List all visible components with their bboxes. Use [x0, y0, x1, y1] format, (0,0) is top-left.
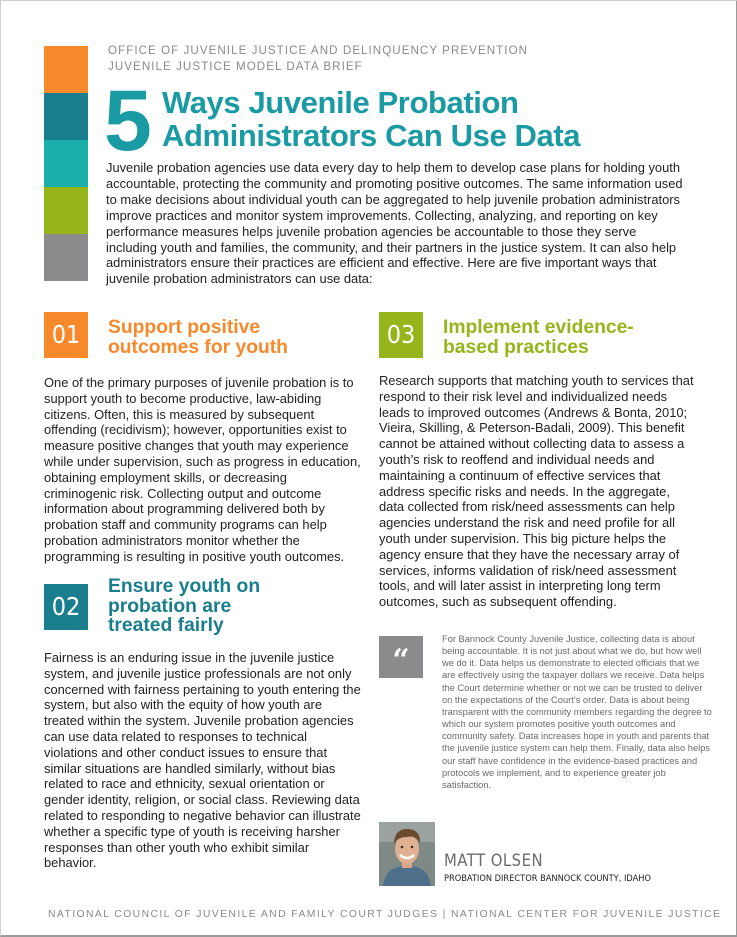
- bar-aqua: [44, 140, 88, 187]
- page-title: [162, 86, 580, 152]
- section-03-body: Research supports that matching youth to services that respond to their risk level and individualized needs leads to improved outcomes (Andrews & Bonta, 2010; Vieira, Skilling, & Peterson-Badali, 2009). This benefit cannot be attained without collecting data to assess a youth’s risk to reoffend and individual needs and maintaining a continuum of effective services that address specific risks and needs. In the aggregate, data collected from risk/need assessments can help agencies understand the risk and need profile for all youth under supervision. This big picture helps the agency ensure that they have the necessary array of services, informs validation of risk/need assessment tools, and will later assist in interpreting long term outcomes, such as subsequent offending.: [379, 373, 694, 610]
- speaker-title: PROBATION DIRECTOR BANNOCK COUNTY, IDAHO: [444, 873, 651, 884]
- color-bars: [44, 46, 88, 281]
- big-number: 5: [104, 73, 152, 169]
- brief-line: JUVENILE JUSTICE MODEL DATA BRIEF: [108, 60, 363, 73]
- title-line-1: Ways Juvenile Probation: [162, 85, 519, 120]
- title-line-2: Administrators Can Use Data: [162, 118, 581, 153]
- section-03-title: [443, 318, 634, 357]
- section-02-number: 02: [44, 584, 88, 630]
- section-01-title-line-2: outcomes for youth: [108, 336, 288, 358]
- quote-text: For Bannock County Juvenile Justice, collecting data is about being accountable. It is not just about what we do, but how well we do it. Data helps us demonstrate to elected officials that we are effectively using the taxpayer dollars we receive. Data helps the Court determine whether or not we can be trusted to deliver on the expectations of the Court’s order. Data is about being transparent with the community members regarding the degree to which our system promotes positive youth outcomes and community safety. Data increases hope in youth and parents that the juvenile justice system can help them. Finally, data also helps our staff have confidence in the evidence-based practices and protocols we implement, and to experience greater job satisfaction.: [442, 634, 712, 790]
- speaker-photo: [379, 822, 435, 886]
- section-02-title-line-1: Ensure youth on: [108, 576, 261, 597]
- page-footer: NATIONAL COUNCIL OF JUVENILE AND FAMILY COURT JUDGES | NATIONAL CENTER FOR JUVENILE JUSTICE: [48, 909, 722, 920]
- section-01-number: 01: [44, 312, 88, 358]
- section-02-title-line-2: probation are: [108, 595, 232, 617]
- section-03-title-line-1: Implement evidence-: [443, 317, 634, 338]
- bar-green: [44, 187, 88, 234]
- bar-orange: [44, 46, 88, 93]
- agency-line: OFFICE OF JUVENILE JUSTICE AND DELINQUENCY PREVENTION: [108, 44, 529, 57]
- section-02-body: Fairness is an enduring issue in the juvenile justice system, and juvenile justice professionals are not only concerned with fairness pertaining to youth entering the system, but also with the equity of how youth are treated within the system. Juvenile probation agencies can use data related to responses to technical violations and other conduct issues to ensure that similar situations are handled similarly, without bias related to race and ethnicity, sexual orientation or gender identity, religion, or social class. Reviewing data related to responding to negative behavior can illustrate whether a specific type of youth is receiving harsher responses than other youth who exhibit similar behavior.: [44, 650, 361, 871]
- bar-teal: [44, 93, 88, 140]
- section-02-title-line-3: treated fairly: [108, 615, 224, 636]
- quote-mark-icon: “: [379, 636, 423, 678]
- section-03-title-line-2: based practices: [443, 336, 589, 358]
- intro-paragraph: Juvenile probation agencies use data every day to help them to develop case plans for holding youth accountable, protecting the community and promoting positive outcomes. The same information used to make decisions about individual youth can be aggregated to help juvenile probation administrators improve practices and monitor system improvements. Collecting, analyzing, and reporting on key performance measures helps juvenile probation agencies be accountable to those they serve including youth and families, the community, and their partners in the justice system. It can also help administrators ensure their practices are efficient and effective. Here are five important ways that juvenile probation administrators can use data:: [106, 160, 683, 287]
- section-03-number: 03: [379, 312, 423, 358]
- section-01-title-line-1: Support positive: [108, 317, 261, 338]
- bar-gray: [44, 234, 88, 281]
- section-02-title: [108, 577, 260, 636]
- section-01-body: One of the primary purposes of juvenile probation is to support youth to become productive, law-abiding citizens. Often, this is measured by subsequent offending (recidivism); however, opportunities exist to measure positive changes that youth may experience while under supervision, such as progress in education, obtaining employment skills, or decreasing criminogenic risk. Collecting output and outcome information about programming delivered both by probation staff and community programs can help probation administrators monitor whether the programming is resulting in positive youth outcomes.: [44, 375, 361, 564]
- section-01-title: [108, 318, 288, 357]
- speaker-name: MATT OLSEN: [444, 851, 544, 870]
